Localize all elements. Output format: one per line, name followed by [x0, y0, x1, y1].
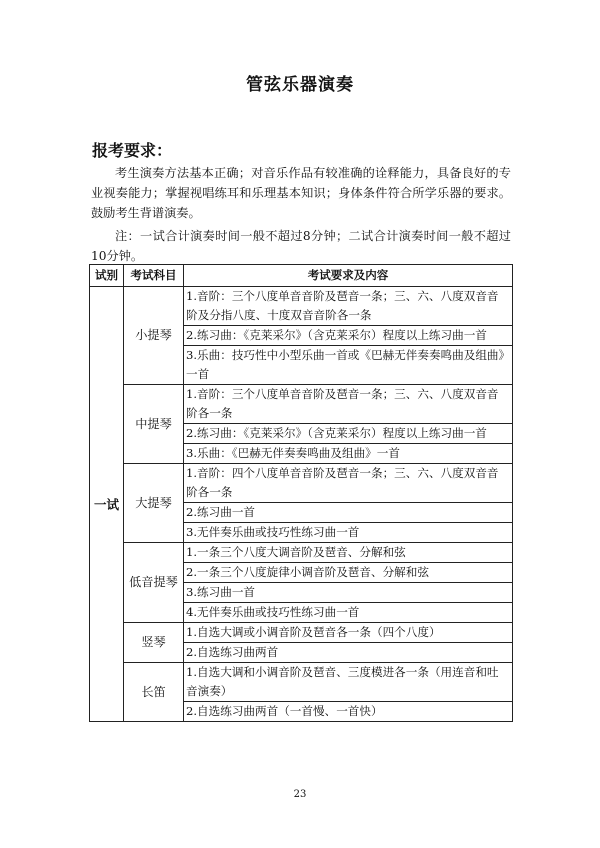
time-limit-note: 注：一试合计演奏时间一般不超过8分钟；二试合计演奏时间一般不超过10分钟。 [91, 229, 511, 263]
page-title: 管弦乐器演奏 [246, 75, 354, 95]
exam-requirements-table [89, 264, 513, 722]
table-row [90, 385, 513, 424]
table-row [90, 623, 513, 643]
requirement-item: 1.一条三个八度大调音阶及琶音、分解和弦 [184, 543, 513, 563]
table-row [90, 663, 513, 702]
requirement-item: 3.乐曲：技巧性中小型乐曲一首或《巴赫无伴奏奏鸣曲及组曲》一首 [184, 346, 513, 385]
requirement-item: 2.练习曲：《克莱采尔》（含克莱采尔）程度以上练习曲一首 [184, 326, 513, 346]
requirement-item: 3.练习曲一首 [184, 583, 513, 603]
table-header-row [90, 265, 513, 287]
table-row [90, 543, 513, 563]
round-label: 一试 [90, 287, 124, 722]
table-row [90, 464, 513, 503]
section-heading: 报考要求： [92, 141, 173, 160]
subject-harp: 竖琴 [124, 623, 184, 663]
subject-violin: 小提琴 [124, 287, 184, 385]
subject-cello: 大提琴 [124, 464, 184, 543]
requirement-item: 1.音阶：四个八度单音音阶及琶音一条；三、六、八度双音音阶各一条 [184, 464, 513, 503]
requirement-item: 4.无伴奏乐曲或技巧性练习曲一首 [184, 603, 513, 623]
page-number: 23 [293, 789, 307, 800]
header-round: 试别 [90, 265, 124, 287]
header-subject: 考试科目 [124, 265, 184, 287]
requirement-item: 2.一条三个八度旋律小调音阶及琶音、分解和弦 [184, 563, 513, 583]
requirement-item: 2.自选练习曲两首（一首慢、一首快） [184, 702, 513, 722]
requirements-paragraph: 考生演奏方法基本正确；对音乐作品有较准确的诠释能力，具备良好的专业视奏能力；掌握视唱练耳和乐理基本知识；身体条件符合所学乐器的要求。鼓励考生背谱演奏。 [91, 166, 511, 220]
requirement-item: 3.无伴奏乐曲或技巧性练习曲一首 [184, 523, 513, 543]
header-content: 考试要求及内容 [184, 265, 513, 287]
requirement-item: 1.自选大调和小调音阶及琶音、三度模进各一条（用连音和吐音演奏） [184, 663, 513, 702]
subject-double-bass: 低音提琴 [124, 543, 184, 623]
subject-viola: 中提琴 [124, 385, 184, 464]
requirement-item: 3.乐曲：《巴赫无伴奏奏鸣曲及组曲》一首 [184, 444, 513, 464]
requirement-item: 2.练习曲一首 [184, 503, 513, 523]
requirement-item: 2.自选练习曲两首 [184, 643, 513, 663]
requirement-item: 1.音阶：三个八度单音音阶及琶音一条；三、六、八度双音音阶及分指八度、十度双音音阶各一条 [184, 287, 513, 326]
table-row [90, 287, 513, 326]
requirement-item: 2.练习曲：《克莱采尔》（含克莱采尔）程度以上练习曲一首 [184, 424, 513, 444]
requirement-item: 1.音阶：三个八度单音音阶及琶音一条；三、六、八度双音音阶各一条 [184, 385, 513, 424]
subject-flute: 长笛 [124, 663, 184, 722]
requirement-item: 1.自选大调或小调音阶及琶音各一条（四个八度） [184, 623, 513, 643]
